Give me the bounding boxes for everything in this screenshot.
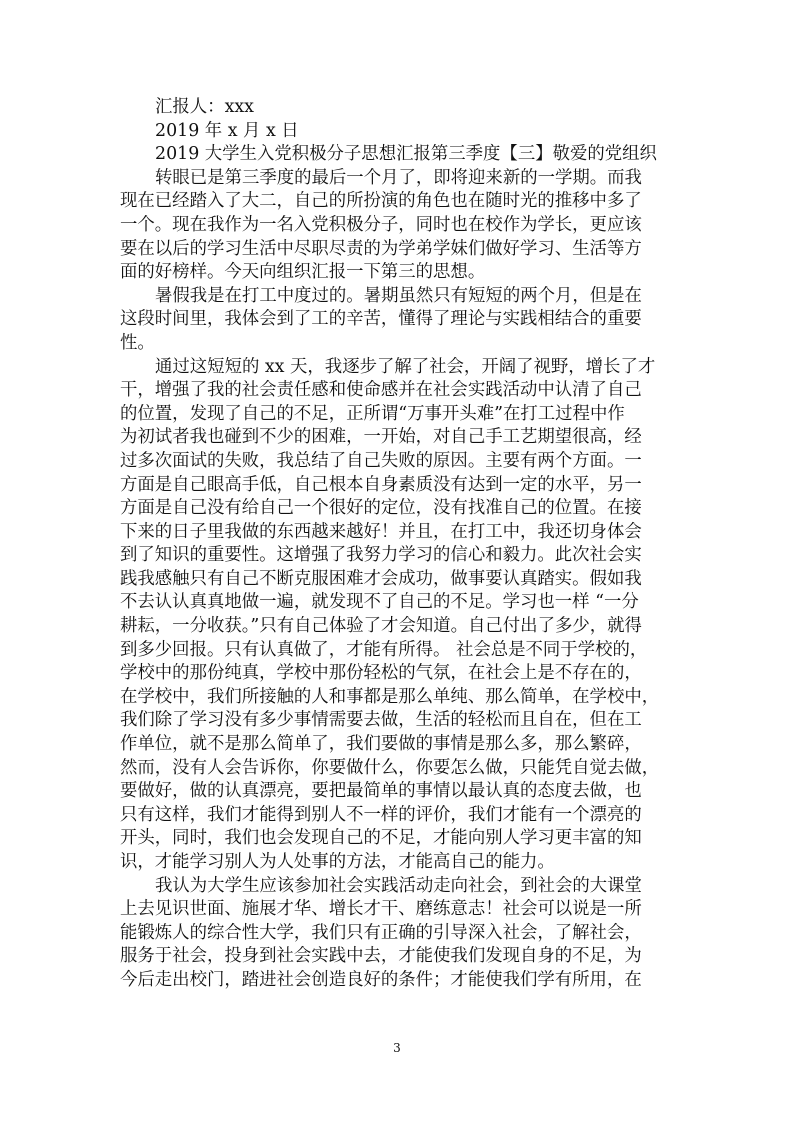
- paragraph-line: 性。: [120, 332, 155, 353]
- paragraph-line: 作单位，就不是那么简单了，我们要做的事情是那么多，那么繁碎，: [120, 734, 642, 755]
- paragraph-line: 通过这短短的 xx 天，我逐步了解了社会，开阔了视野，增长了才: [155, 356, 656, 377]
- paragraph-line: 转眼已是第三季度的最后一个月了，即将迎来新的一学期。而我: [155, 167, 642, 188]
- paragraph-line: 下来的日子里我做的东西越来越好！并且，在打工中，我还切身体会: [120, 521, 642, 542]
- paragraph: [120, 285, 676, 356]
- paragraph-line: 一个。现在我作为一名入党积极分子，同时也在校作为学长，更应该: [120, 214, 642, 235]
- paragraph-line: 要在以后的学习生活中尽职尽责的为学弟学妹们做好学习、生活等方: [120, 238, 642, 259]
- paragraph-line: 学校中的那份纯真，学校中那份轻松的气氛，在社会上是不存在的，: [120, 663, 642, 684]
- paragraph-line: 上去见识世面、施展才华、增长才干、磨练意志！社会可以说是一所: [120, 899, 642, 920]
- paragraph-line: 的位置，发现了自己的不足，正所谓“万事开头难”在打工过程中作: [120, 403, 625, 424]
- paragraph-line: 这段时间里，我体会到了工的辛苦，懂得了理论与实践相结合的重要: [120, 309, 642, 330]
- paragraph: [120, 167, 676, 285]
- paragraph-line: 服务于社会，投身到社会实践中去，才能使我们发现自身的不足，为: [120, 946, 642, 967]
- paragraph-line: 到了知识的重要性。这增强了我努力学习的信心和毅力。此次社会实: [120, 545, 642, 566]
- paragraph-line: 为初试者我也碰到不少的困难，一开始，对自己手工艺期望很高，经: [120, 427, 642, 448]
- paragraph-line: 今后走出校门，踏进社会创造良好的条件；才能使我们学有所用，在: [120, 969, 642, 990]
- paragraph-line: 然而，没有人会告诉你，你要做什么，你要怎么做，只能凭自觉去做，: [120, 757, 660, 778]
- title-line: 2019 大学生入党积极分子思想汇报第三季度【三】敬爱的党组织: [155, 144, 657, 165]
- paragraph-line: 我认为大学生应该参加社会实践活动走向社会，到社会的大课堂: [155, 875, 642, 896]
- paragraph-line: 到多少回报。只有认真做了，才能有所得。 社会总是不同于学校的，: [120, 639, 648, 660]
- paragraph-line: 暑假我是在打工中度过的。暑期虽然只有短短的两个月，但是在: [155, 285, 642, 306]
- paragraph-line: 识，才能学习别人为人处事的方法，才能高自己的能力。: [120, 852, 555, 872]
- reporter-line: 汇报人：xxx: [155, 97, 254, 117]
- paragraph-line: 能锻炼人的综合性大学，我们只有正确的引导深入社会，了解社会，: [120, 922, 642, 943]
- document-body: [120, 96, 676, 993]
- paragraph-line: 在学校中，我们所接触的人和事都是那么单纯、那么简单，在学校中，: [120, 686, 660, 707]
- page-number: 3: [393, 1041, 401, 1055]
- paragraph-line: 践我感触只有自己不断克服困难才会成功，做事要认真踏实。假如我: [120, 568, 642, 589]
- paragraph-line: 耕耘，一分收获。”只有自己体验了才会知道。自己付出了多少，就得: [120, 616, 642, 637]
- paragraph-line: 只有这样，我们才能得到别人不一样的评价，我们才能有一个漂亮的: [120, 804, 642, 825]
- paragraph: [120, 356, 676, 875]
- paragraph-line: 开头，同时，我们也会发现自己的不足，才能向别人学习更丰富的知: [120, 828, 642, 849]
- paragraph-line: 我们除了学习没有多少事情需要去做，生活的轻松而且自在，但在工: [120, 710, 642, 731]
- paragraph-line: 现在已经踏入了大二，自己的所扮演的角色也在随时光的推移中多了: [120, 191, 642, 212]
- paragraph-line: 过多次面试的失败，我总结了自己失败的原因。主要有两个方面。一: [120, 450, 642, 471]
- paragraph-line: 方面是自己没有给自己一个很好的定位，没有找准自己的位置。在接: [120, 498, 642, 519]
- paragraph-line: 面的好榜样。今天向组织汇报一下第三的思想。: [120, 262, 486, 283]
- paragraph-line: 要做好，做的认真漂亮，要把最简单的事情以最认真的态度去做，也: [120, 781, 642, 802]
- paragraph: [120, 875, 676, 993]
- paragraph-line: 方面是自己眼高手低，自己根本自身素质没有达到一定的水平，另一: [120, 474, 642, 495]
- date-line: 2019 年 x 月 x 日: [155, 120, 299, 141]
- paragraph-line: 不去认认真真地做一遍，就发现不了自己的不足。学习也一样 “一分: [120, 592, 639, 613]
- paragraph-line: 干，增强了我的社会责任感和使命感并在社会实践活动中认清了自己: [120, 380, 642, 401]
